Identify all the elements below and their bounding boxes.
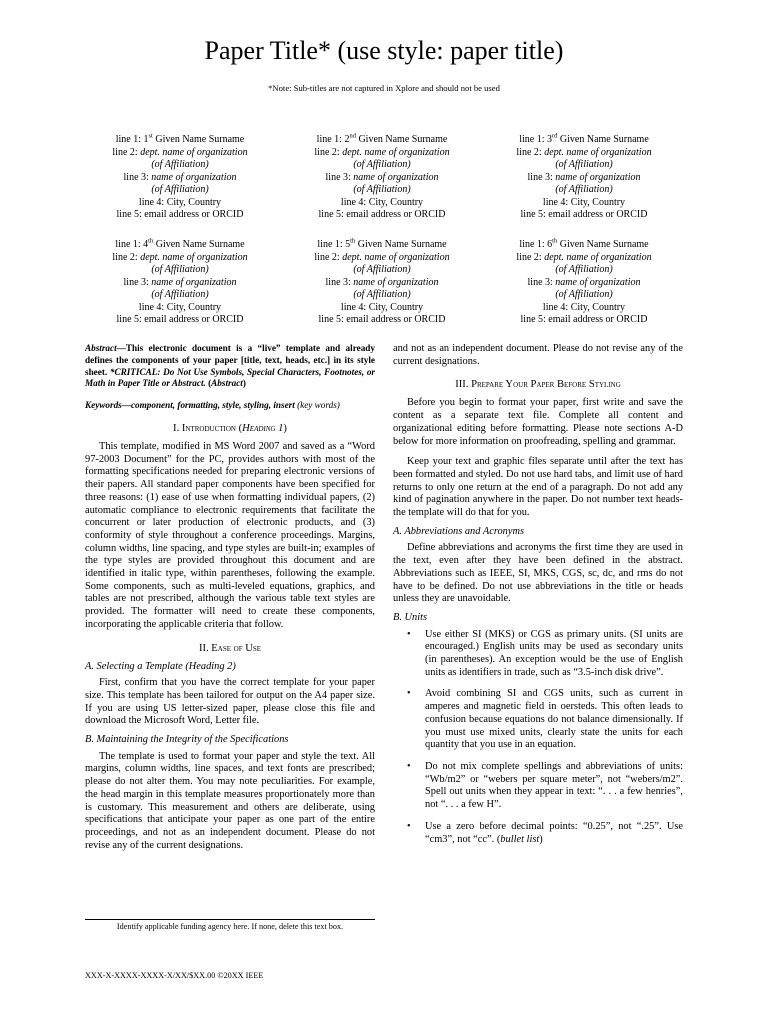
copyright-notice: XXX-X-XXXX-XXXX-X/XX/$XX.00 ©20XX IEEE	[85, 971, 264, 980]
paper-title: Paper Title* (use style: paper title)	[204, 36, 564, 65]
author-block-1: line 1: 1st Given Name Surname line 2: dept. name of organization (of Affiliation) line 3: name of organization (of Affiliation) line 4: City, Country line 5: email address or ORCID	[112, 132, 248, 220]
heading-selecting-template: A. Selecting a Template (Heading 2)	[85, 660, 236, 672]
integrity-paragraph-continued: and not as an independent document. Please do not revise any of the current designations.	[393, 343, 683, 367]
heading-introduction: I. Introduction (Heading 1)	[173, 422, 287, 434]
intro-paragraph: This template, modified in MS Word 2007 and saved as a “Word 97-2003 Document” for the PC, provides authors with most of the formatting specifications needed for preparing electronic versions of their papers. All standard paper components have been specified for three reasons: (1) ease of use when formatting individual papers, (2) automatic compliance to electronic requirements that facilitate the concurrent or later production of electronic products, and (3) conformity of style throughout a conference proceedings. Margins, column widths, line spacing, and type styles are built-in; examples of the type styles are provided throughout this document and are identified in italic type, within parentheses, following the example. Some components, such as multi-leveled equations, graphics, and tables are not prescribed, although the various table text styles are provided. The formatter will need to create these components, incorporating the applicable criteria that follow.	[85, 440, 375, 630]
author-block-3: line 1: 3rd Given Name Surname line 2: dept. name of organization (of Affiliation) line 3: name of organization (of Affiliation) line 4: City, Country line 5: email address or ORCID	[516, 132, 652, 220]
heading-prepare-paper: III. Prepare Your Paper Before Styling	[455, 379, 621, 391]
abbreviations-paragraph: Define abbreviations and acronyms the first time they are used in the text, even after they have been defined in the abstract. Abbreviations such as IEEE, SI, MKS, CGS, sc, dc, and rms do not have to be defined. Do not use abbreviations in the title or heads unless they are unavoidable.	[393, 542, 683, 605]
heading-maintaining-integrity: B. Maintaining the Integrity of the Specifications	[85, 734, 289, 746]
prepare-paragraph-2: Keep your text and graphic files separate until after the text has been formatted and styled. Do not use hard tabs, and limit use of hard returns to only one return at the end of a paragraph. Do not add any kind of pagination anywhere in the paper. Do not number text heads-the template will do that for you.	[393, 456, 683, 519]
prepare-paragraph-1: Before you begin to format your paper, first write and save the content as a separate text file. Complete all content and organizational editing before formatting. Please note sections A-D below for more information on proofreading, spelling and grammar.	[393, 397, 683, 447]
author-block-6: line 1: 6th Given Name Surname line 2: dept. name of organization (of Affiliation) line 3: name of organization (of Affiliation) line 4: City, Country line 5: email address or ORCID	[516, 237, 652, 325]
list-item: • Use either SI (MKS) or CGS as primary units. (SI units are encouraged.) English units may be used as secondary units (in parentheses). An exception would be the use of English units as identifiers in trade, such as “3.5-inch disk drive”.	[407, 628, 683, 678]
bullet-icon: •	[407, 628, 411, 640]
bullet-icon: •	[407, 688, 411, 700]
heading-ease-of-use: II. Ease of Use	[198, 642, 262, 654]
bullet-icon: •	[407, 760, 411, 772]
subtitle-note: *Note: Sub-titles are not captured in Xplore and should not be used	[268, 83, 500, 93]
heading-abbreviations: A. Abbreviations and Acronyms	[393, 525, 525, 537]
funding-footnote: Identify applicable funding agency here. If none, delete this text box.	[116, 922, 344, 931]
left-column	[85, 343, 375, 851]
heading-units: B. Units	[393, 611, 428, 623]
abstract: Abstract—This electronic document is a “live” template and already defines the components of your paper [title, text, heads, etc.] in its style sheet. *CRITICAL: Do Not Use Symbols, Special Characters, Footnotes, or Math in Paper Title or Abstract. (Abstract)	[85, 343, 375, 389]
select-paragraph: First, confirm that you have the correct template for your paper size. This template has been tailored for output on the A4 paper size. If you are using US letter-sized paper, please close this file and download the Microsoft Word, Letter file.	[85, 677, 375, 727]
list-item: • Do not mix complete spellings and abbreviations of units: “Wb/m2” or “webers per square meter”, not “webers/m2”. Spell out units when they appear in text: “. . . a few henries”, not “. . . a few H”.	[407, 760, 683, 811]
integrity-paragraph: The template is used to format your paper and style the text. All margins, column widths, line spaces, and text fonts are prescribed; please do not alter them. You may note peculiarities. For example, the head margin in this template measures proportionately more than is customary. This measurement and others are deliberate, using specifications that anticipate your paper as one part of the entire proceedings, and not as an independent document. Please do not revise any of the current designations.	[85, 750, 375, 851]
author-row-1	[82, 134, 682, 222]
list-item: • Use a zero before decimal points: “0.25”, not “.25”. Use “cm3”, not “cc”. (bullet list)	[407, 820, 683, 845]
keywords: Keywords—component, formatting, style, styling, insert (key words)	[85, 400, 340, 411]
author-block-4: line 1: 4th Given Name Surname line 2: dept. name of organization (of Affiliation) line 3: name of organization (of Affiliation) line 4: City, Country line 5: email address or ORCID	[112, 237, 248, 325]
footnote-divider	[85, 919, 375, 920]
units-bullet-list	[393, 629, 683, 847]
author-row-2	[82, 239, 682, 327]
list-item: • Avoid combining SI and CGS units, such as current in amperes and magnetic field in oersteds. This often leads to confusion because equations do not balance dimensionally. If you must use mixed units, clearly state the units for each quantity that you use in an equation.	[407, 688, 683, 751]
right-column	[393, 343, 683, 855]
author-block-2: line 1: 2nd Given Name Surname line 2: dept. name of organization (of Affiliation) line 3: name of organization (of Affiliation) line 4: City, Country line 5: email address or ORCID	[314, 132, 450, 220]
author-block-5: line 1: 5th Given Name Surname line 2: dept. name of organization (of Affiliation) line 3: name of organization (of Affiliation) line 4: City, Country line 5: email address or ORCID	[314, 237, 450, 325]
bullet-icon: •	[407, 820, 411, 832]
